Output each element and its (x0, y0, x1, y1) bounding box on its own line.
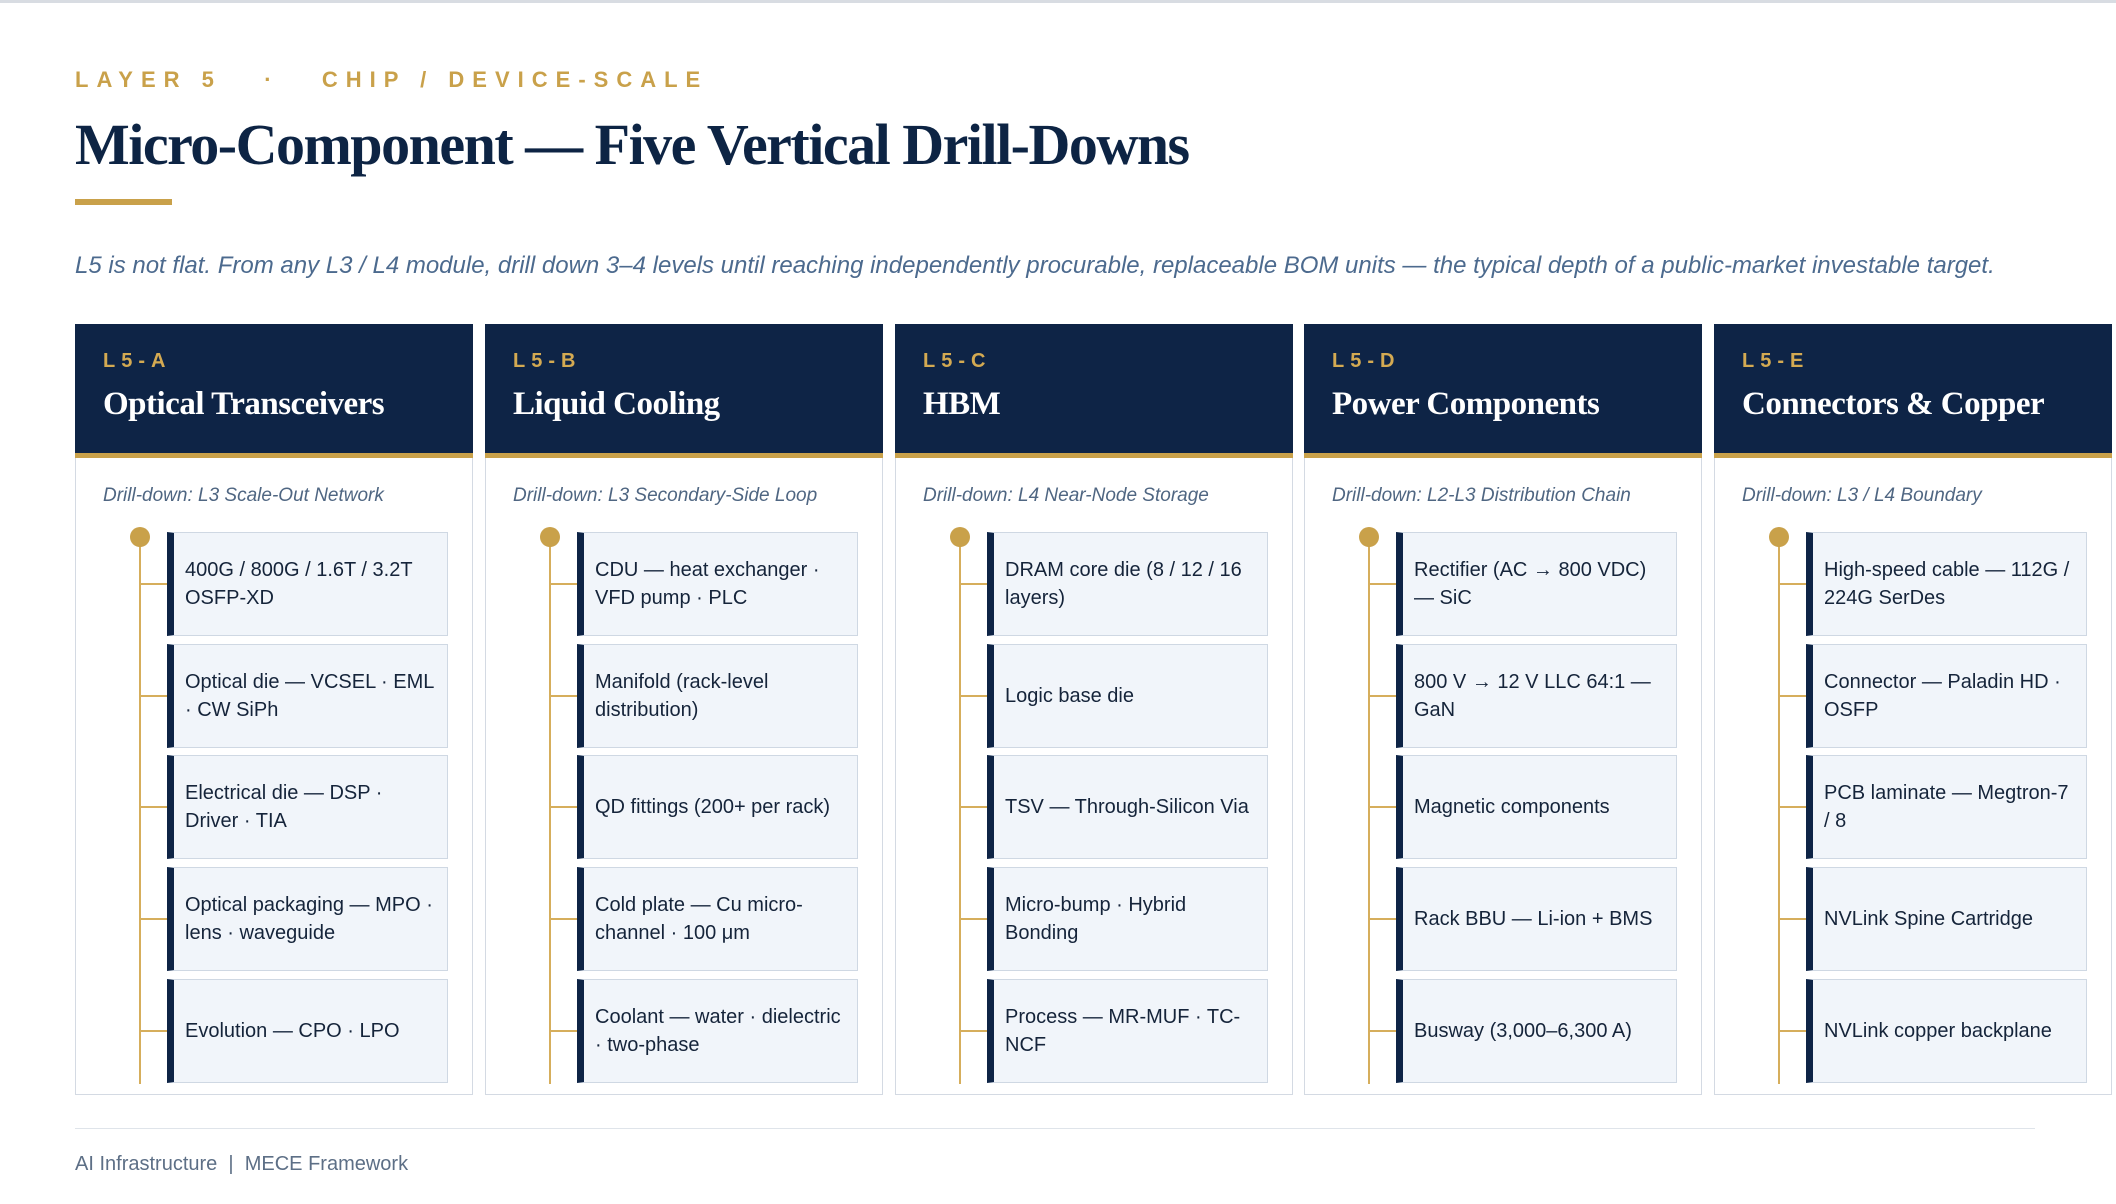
component-item (167, 755, 448, 859)
tree-branch (139, 695, 167, 697)
footer-right: MECE Framework (244, 1153, 409, 1175)
component-label: Logic base die (1005, 685, 1134, 707)
column-header (895, 324, 1293, 458)
component-item (987, 644, 1268, 748)
column-title: Power Components (1332, 386, 1600, 422)
tree-branch (1368, 918, 1396, 920)
column-title: Liquid Cooling (513, 386, 720, 422)
component-label: Connector — Paladin HD · OSFP (1824, 671, 2061, 721)
component-item (167, 867, 448, 971)
component-item (987, 867, 1268, 971)
drilldown-column (895, 324, 1293, 1095)
footer (75, 1153, 408, 1176)
column-header (75, 324, 473, 458)
footer-left: AI Infrastructure (75, 1153, 218, 1175)
component-item (1396, 867, 1677, 971)
tree-branch (549, 1030, 577, 1032)
tree-root-dot (130, 527, 150, 547)
tree-branch (1368, 1030, 1396, 1032)
tree-branch (959, 918, 987, 920)
component-item (1806, 755, 2087, 859)
component-item (577, 755, 858, 859)
component-item (577, 644, 858, 748)
column-header (1304, 324, 1702, 458)
layer-label: LAYER 5 (75, 67, 222, 92)
column-code: L5-B (513, 350, 582, 372)
tree-branch (959, 695, 987, 697)
tree-root-dot (1359, 527, 1379, 547)
page-title: Micro-Component — Five Vertical Drill-Downs (75, 112, 1189, 177)
component-label: NVLink Spine Cartridge (1824, 908, 2033, 930)
component-label: Process — MR-MUF · TC-NCF (1005, 1006, 1241, 1056)
tree-spine (549, 536, 551, 1084)
component-label: Micro-bump · Hybrid Bonding (1005, 894, 1187, 944)
component-label: PCB laminate — Megtron-7 / 8 (1824, 782, 2069, 832)
component-item (987, 755, 1268, 859)
footer-divider (75, 1128, 2035, 1129)
drilldown-column (485, 324, 883, 1095)
component-label: NVLink copper backplane (1824, 1020, 2052, 1042)
component-item (1396, 644, 1677, 748)
component-item (1806, 644, 2087, 748)
drilldown-column (1714, 324, 2112, 1095)
drilldown-column (75, 324, 473, 1095)
tree-branch (1368, 583, 1396, 585)
component-label: Evolution — CPO · LPO (185, 1020, 400, 1042)
column-header (1714, 324, 2112, 458)
column-drilldown-source: Drill-down: L4 Near-Node Storage (923, 485, 1209, 506)
component-label: Cold plate — Cu micro-channel · 100 μm (595, 894, 803, 944)
component-label: Rack BBU — Li-ion + BMS (1414, 908, 1653, 930)
component-label: Manifold (rack-level distribution) (595, 671, 769, 721)
component-item (577, 979, 858, 1083)
column-header (485, 324, 883, 458)
component-item (1806, 979, 2087, 1083)
tree-branch (549, 806, 577, 808)
tree-branch (1368, 806, 1396, 808)
component-item (167, 979, 448, 1083)
column-title: Optical Transceivers (103, 386, 385, 422)
layer-kicker (75, 67, 708, 93)
tree-branch (959, 583, 987, 585)
title-underline (75, 199, 172, 205)
footer-divider-glyph: | (228, 1153, 234, 1175)
tree-spine (1368, 536, 1370, 1084)
component-label: Busway (3,000–6,300 A) (1414, 1020, 1632, 1042)
tree-branch (1778, 583, 1806, 585)
component-label: QD fittings (200+ per rack) (595, 796, 831, 818)
component-item (987, 979, 1268, 1083)
component-label: Optical die — VCSEL · EML · CW SiPh (185, 671, 434, 721)
tree-branch (139, 918, 167, 920)
component-item (987, 532, 1268, 636)
tree-branch (959, 1030, 987, 1032)
tree-spine (139, 536, 141, 1084)
tree-root-dot (950, 527, 970, 547)
tree-root-dot (540, 527, 560, 547)
component-label: CDU — heat exchanger · VFD pump · PLC (595, 559, 820, 609)
tree-branch (549, 583, 577, 585)
component-label: Electrical die — DSP · Driver · TIA (185, 782, 383, 832)
component-label: 800 V → 12 V LLC 64:1 — GaN (1414, 671, 1651, 721)
component-item (1396, 532, 1677, 636)
column-code: L5-D (1332, 350, 1401, 372)
component-item (577, 532, 858, 636)
column-code: L5-E (1742, 350, 1810, 372)
tree-branch (549, 918, 577, 920)
component-label: Optical packaging — MPO · lens · waveguide (185, 894, 433, 944)
component-label: TSV — Through-Silicon Via (1005, 796, 1249, 818)
component-label: Rectifier (AC → 800 VDC) — SiC (1414, 559, 1647, 609)
column-drilldown-source: Drill-down: L2-L3 Distribution Chain (1332, 485, 1631, 506)
drilldown-column (1304, 324, 1702, 1095)
column-drilldown-source: Drill-down: L3 Scale-Out Network (103, 485, 384, 506)
tree-spine (1778, 536, 1780, 1084)
page-subtitle: L5 is not flat. From any L3 / L4 module, drill down 3–4 levels until reaching independently procurable, replaceable BOM units — the typical depth of a public-market investable target. (75, 252, 1995, 279)
tree-spine (959, 536, 961, 1084)
tree-branch (139, 806, 167, 808)
tree-branch (1368, 695, 1396, 697)
column-code: L5-A (103, 350, 172, 372)
tree-branch (139, 583, 167, 585)
component-label: High-speed cable — 112G / 224G SerDes (1824, 559, 2070, 609)
component-item (1396, 979, 1677, 1083)
component-item (1806, 867, 2087, 971)
component-item (167, 532, 448, 636)
column-drilldown-source: Drill-down: L3 / L4 Boundary (1742, 485, 1982, 506)
tree-root-dot (1769, 527, 1789, 547)
scale-label: CHIP / DEVICE-SCALE (321, 67, 709, 92)
component-label: 400G / 800G / 1.6T / 3.2T OSFP-XD (185, 559, 413, 609)
tree-branch (1778, 918, 1806, 920)
column-title: HBM (923, 386, 1001, 422)
tree-branch (1778, 695, 1806, 697)
tree-branch (1778, 1030, 1806, 1032)
tree-branch (549, 695, 577, 697)
column-title: Connectors & Copper (1742, 386, 2045, 422)
kicker-separator: · (264, 67, 280, 92)
tree-branch (139, 1030, 167, 1032)
component-item (167, 644, 448, 748)
component-item (1396, 755, 1677, 859)
column-drilldown-source: Drill-down: L3 Secondary-Side Loop (513, 485, 818, 506)
component-label: DRAM core die (8 / 12 / 16 layers) (1005, 559, 1242, 609)
component-item (1806, 532, 2087, 636)
drilldown-columns (75, 324, 2116, 1097)
component-label: Coolant — water · dielectric · two-phase (595, 1006, 841, 1056)
tree-branch (959, 806, 987, 808)
column-code: L5-C (923, 350, 992, 372)
tree-branch (1778, 806, 1806, 808)
component-label: Magnetic components (1414, 796, 1610, 818)
component-item (577, 867, 858, 971)
